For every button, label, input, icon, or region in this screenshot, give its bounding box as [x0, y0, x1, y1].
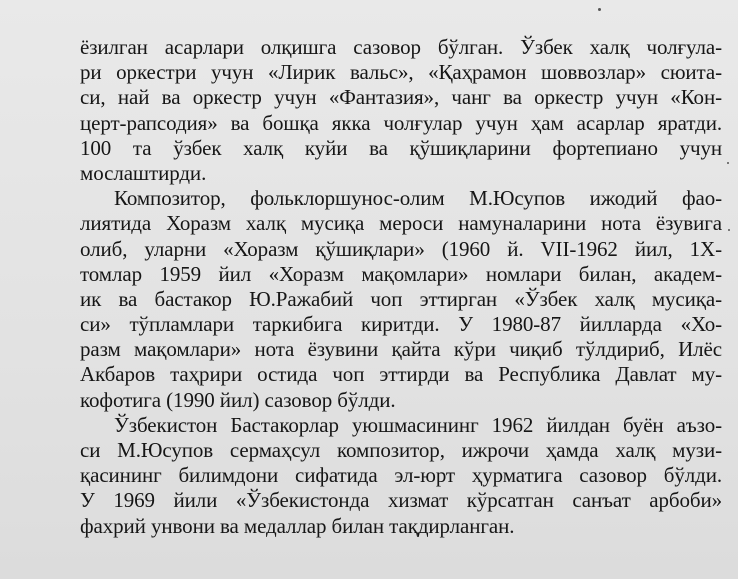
text-line: ик ва бастакор Ю.Ражабий чоп эттирган «Ўзбек халқ мусиқа- [80, 286, 722, 311]
scan-speck [727, 162, 729, 164]
text-line: ёзилган асарлари олқишга сазовор бўлган. Ўзбек халқ чолғула- [80, 35, 722, 59]
text-line: си» тўпламлари таркибига киритди. У 1980-87 йилларда «Хо- [80, 312, 722, 337]
text-line: қасининг билимдони сифатида эл-юрт ҳурматига сазовор бўлди. [80, 463, 722, 488]
text-line: фахрий унвони ва медаллар билан тақдирланган. [80, 513, 515, 538]
scan-speck [598, 8, 601, 11]
text-line: кофотига (1990 йил) сазовор бўлди. [80, 387, 396, 412]
text-line: лиятида Хоразм халқ мусиқа мероси намуналарини нота ёзувига [80, 211, 722, 236]
text-line: олиб, уларни «Хоразм қўшиқлари» (1960 й. VII-1962 йил, 1X- [80, 236, 722, 261]
text-line: мослаштирди. [80, 160, 207, 185]
text-line: 100 та ўзбек халқ куйи ва қўшиқларини фортепиано учун [80, 135, 722, 160]
text-line: разм мақомлари» нота ёзувини қайта кўри чиқиб тўлдириб, Илёс [80, 337, 722, 362]
text-line: Ўзбекистон Бастакорлар уюшмасининг 1962 йилдан буён аъзо- [114, 412, 722, 437]
text-line: церт-рапсодия» ва бошқа якка чолғулар учун ҳам асарлар яратди. [80, 110, 722, 135]
text-line: си М.Юсупов сермаҳсул композитор, ижрочи ҳамда халқ музи- [80, 438, 722, 462]
text-line: ри оркестри учун «Лирик вальс», «Қаҳрамон шоввозлар» сюита- [80, 60, 722, 85]
text-line: томлар 1959 йил «Хоразм мақомлари» номлари билан, академ- [80, 261, 722, 286]
body-text [80, 35, 722, 539]
text-line: Композитор, фольклоршунос-олим М.Юсупов ижодий фао- [114, 186, 722, 211]
text-line: си, най ва оркестр учун «Фантазия», чанг ва оркестр учун «Кон- [80, 85, 722, 110]
text-line: Акбаров таҳрири остида чоп эттирди ва Республика Давлат му- [80, 362, 722, 387]
scan-speck [728, 229, 730, 231]
text-line: У 1969 йили «Ўзбекистонда хизмат кўрсатган санъат арбоби» [80, 488, 722, 513]
